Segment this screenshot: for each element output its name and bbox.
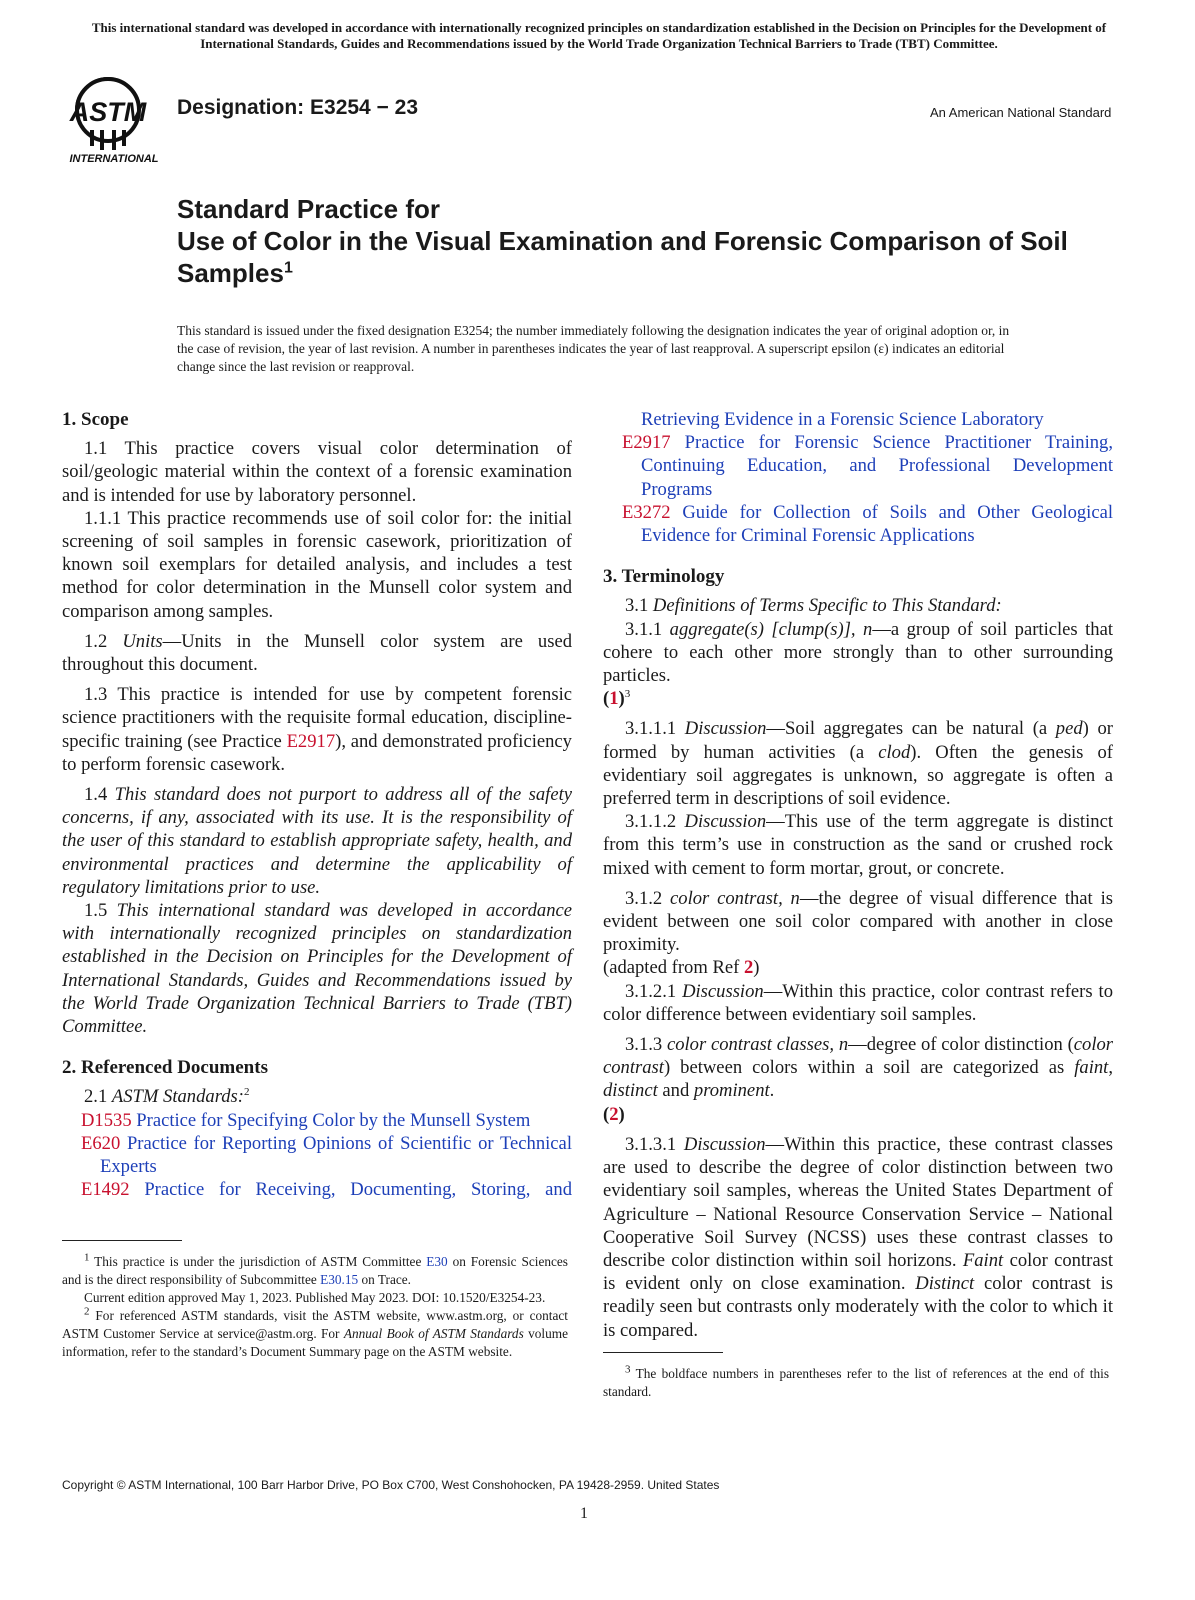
para-1-1-1: 1.1.1 This practice recommends use of soil color for: the initial screening of soil samples in forensic casework, prioritization of known soil exemplars for detailed analysis, and includes a test method for color determination in the Munsell color system and comparison among samples. (62, 507, 572, 622)
title-footnote-mark: 1 (283, 259, 293, 277)
link-e30[interactable]: E30 (426, 1254, 448, 1269)
section-scope-heading: 1. Scope (62, 409, 129, 430)
astm-logo (62, 70, 170, 166)
citation-2: (adapted from Ref 2) (603, 957, 760, 979)
footnote-rule-right (603, 1352, 723, 1353)
para-1-2: 1.2 Units—Units in the Munsell color system are used throughout this document. (62, 630, 572, 676)
designation: Designation: E3254 − 23 (177, 96, 419, 119)
national-standard-label: An American National Standard (930, 105, 1112, 120)
ref-item-e1492-cont[interactable]: Retrieving Evidence in a Forensic Science Laboratory (641, 409, 1044, 430)
para-1-3: 1.3 This practice is intended for use by competent forensic science practitioners with the requisite formal education, discipline-specific training (see Practice E2917), and demonstrated proficiency to perform forensic casework. (62, 684, 572, 775)
issue-note: This standard is issued under the fixed designation E3254; the number immediately following the designation indicates the year of original adoption or, in the case of revision, the year of last revision. A number in parentheses indicates the year of last reapproval. A superscript epsilon (ε) indicates an editorial change since the last revision or reapproval. (177, 323, 1010, 374)
para-3-1-2: 3.1.2 color contrast, n—the degree of visual difference that is evident between one soil color compared with another in close proximity. (603, 887, 1113, 956)
ref-item-e1492[interactable]: E1492 Practice for Receiving, Documenting, Storing, and (81, 1179, 572, 1201)
svg-text:ASTM: ASTM (69, 97, 147, 127)
citation-3: (2) (603, 1103, 625, 1125)
footnote-3: $^3$ The boldface numbers in parentheses refer to the list of references at the end of this standard. (603, 1363, 1109, 1399)
section-refdocs-heading: 2. Referenced Documents (62, 1057, 268, 1079)
para-3-1-2-1: 3.1.2.1 Discussion—Within this practice, color contrast refers to color difference between evidentiary soil samples. (603, 980, 1113, 1025)
footnotes-right (603, 1365, 1109, 1401)
para-1-4: 1.4 This standard does not purport to address all of the safety concerns, if any, associated with its use. It is the responsibility of the user of this standard to establish appropriate safety, health, and environmental practices and determine the applicability of regulatory limitations prior to use. (62, 784, 572, 898)
ref-link-e2917[interactable]: E2917 (286, 730, 336, 752)
title-line-1: Standard Practice for (177, 194, 440, 224)
section-terminology-heading: 3. Terminology (603, 566, 725, 588)
footnote-2: $^2$ For referenced ASTM standards, visit the ASTM website, www.astm.org, or contact ASTM Customer Service at service@astm.org. For Annual Book of ASTM Standards volume information, refer to the standard’s Document Summary page on the ASTM website. (62, 1305, 569, 1359)
right-column (603, 408, 1113, 1342)
footnote-1: $^1$ This practice is under the jurisdiction of ASTM Committee E30 on Forensic Sciences and is the direct responsibility of Subcommittee E30.15 on Trace. (62, 1251, 568, 1287)
ref-item-e3272[interactable]: E3272 Guide for Collection of Soils and Other Geological Evidence for Criminal Forensic Applications (622, 501, 1113, 547)
left-column (62, 408, 572, 1202)
copyright-footer: Copyright © ASTM International, 100 Barr Harbor Drive, PO Box C700, West Conshohocken, PA 19428-2959. United States (62, 1478, 720, 1492)
para-1-5: 1.5 This international standard was developed in accordance with internationally recognized principles on standardization established in the Decision on Principles for the Development of International Standards, Guides and Recommendations issued by the World Trade Organization Technical Barriers to Trade (TBT) Committee. (62, 900, 572, 1038)
para-3-1-1: 3.1.1 aggregate(s) [clump(s)], n—a group of soil particles that cohere to each other more strongly than to other surrounding particles. (603, 618, 1113, 687)
top-notice: This international standard was developed in accordance with internationally recognized principles on standardization established in the Decision on Principles for the Development of International Standards, Guides and Recommendations issued by the World Trade Organization Technical Barriers to Trade (TBT) Committee. (91, 20, 1107, 51)
title-line-2: Use of Color in the Visual Examination and Forensic Comparison of Soil Samples$^1$ (177, 226, 1068, 288)
footnotes-left (62, 1253, 568, 1361)
ref-item-e2917[interactable]: E2917 Practice for Forensic Science Practitioner Training, Continuing Education, and Professional Development Programs (622, 432, 1113, 500)
para-3-1-3-1: 3.1.3.1 Discussion—Within this practice, these contrast classes are used to describe the degree of color distinction between two evidentiary soil samples, whereas the United States Department of Agriculture – National Resource Conservation Service – National Cooperative Soil Survey (NCSS) uses these contrast classes to describe color distinction within soil horizons. Faint color contrast is evident only on close examination. Distinct color contrast is readily seen but contrasts only moderately with the color to which it is compared. (603, 1133, 1113, 1341)
para-3-1-1-1: 3.1.1.1 Discussion—Soil aggregates can be natural (a ped) or formed by human activities (a clod). Often the genesis of evidentiary soil aggregates is unknown, so aggregate is often a preferred term in descriptions of soil evidence. (603, 718, 1114, 810)
citation-1: $(1)^3$ (603, 688, 631, 710)
para-3-1-1-2: 3.1.1.2 Discussion—This use of the term aggregate is distinct from this term’s use in construction as the sand or crushed rock mixed with cement to form mortar, grout, or concrete. (603, 811, 1113, 879)
footnote-1-edition: Current edition approved May 1, 2023. Published May 2023. DOI: 10.1520/E3254-23. (84, 1290, 546, 1305)
link-e30-15[interactable]: E30.15 (320, 1272, 359, 1287)
footnote-rule-left (62, 1240, 182, 1241)
ref-item-e620[interactable]: E620 Practice for Reporting Opinions of Scientific or Technical Experts (81, 1132, 572, 1178)
para-2-1: 2.1 ASTM Standards:$^2$ (84, 1086, 250, 1108)
para-3-1: 3.1 Definitions of Terms Specific to This Standard: (625, 595, 1002, 617)
page-number: 1 (580, 1505, 588, 1522)
ref-item-d1535[interactable]: D1535 Practice for Specifying Color by the Munsell System (81, 1109, 531, 1131)
para-1-1: 1.1 This practice covers visual color determination of soil/geologic material within the context of a forensic examination and is intended for use by laboratory personnel. (62, 438, 572, 506)
svg-text:INTERNATIONAL: INTERNATIONAL (69, 153, 159, 165)
document-title (177, 193, 1077, 289)
para-3-1-3: 3.1.3 color contrast classes, n—degree of color distinction (color contrast) between colors within a soil are categorized as faint, distinct and prominent. (603, 1034, 1114, 1102)
